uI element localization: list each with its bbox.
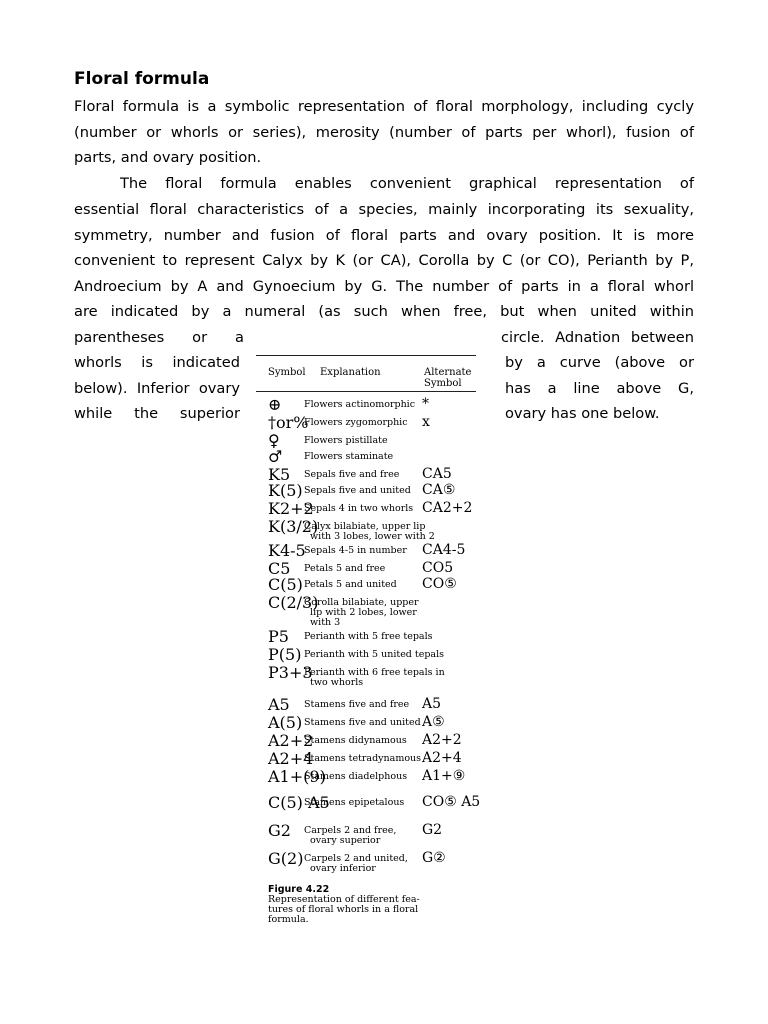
row-explanation: Calyx bilabiate, upper lip with 3 lobes, lower with 2 [304,521,435,542]
figure-row [256,543,488,561]
row-explanation: Petals 5 and free [304,563,386,574]
row-explanation: Petals 5 and united [304,579,397,590]
figure-row [256,663,488,688]
row-explanation: Flowers zygomorphic [304,417,408,428]
figure-row [256,821,488,846]
wrap-right-line: circle. Adnation between [501,329,694,346]
figure-row [256,517,488,542]
row-symbol: G2 [268,821,291,840]
wrap-left-line: parentheses or a [74,329,244,346]
figure-row [256,449,488,467]
wrap-right-line: has a line above G, [505,380,694,397]
row-explanation: Perianth with 5 free tepals [304,631,433,642]
row-symbol: A2+2 [268,731,314,750]
figure-row [256,769,488,787]
caption-label: Figure 4.22 [268,884,330,895]
row-explanation: Carpels 2 and free, ovary superior [304,825,397,846]
header-symbol: Symbol [268,367,306,378]
row-explanation: Stamens didynamous [304,735,407,746]
row-alternate-symbol: CA4-5 [422,542,466,558]
row-symbol: A5 [268,695,290,714]
paragraph-line: Floral formula is a symbolic representation of floral morphology, including cycly [74,98,694,115]
row-symbol: K2+2 [268,499,314,518]
floral-formula-figure [256,353,488,933]
row-alternate-symbol: A2+2 [422,732,462,748]
caption-text: Representation of different fea- tures of floral whorls in a floral formula. [268,894,420,925]
row-alternate-symbol: CO⑤ [422,576,457,592]
row-alternate-symbol: * [422,396,429,412]
row-symbol: C(5) A5 [268,793,330,812]
figure-rule [256,391,476,392]
figure-rule [256,355,476,356]
header-explanation: Explanation [320,367,381,378]
row-explanation: Sepals 4 in two whorls [304,503,414,514]
row-alternate-symbol: A5 [422,696,442,712]
row-explanation: Carpels 2 and united, ovary inferior [304,853,408,874]
row-explanation: Perianth with 5 united tepals [304,649,445,660]
header-alternate: Alternate Symbol [424,367,472,389]
row-alternate-symbol: A2+4 [422,750,462,766]
row-alternate-symbol: G2 [422,822,443,838]
row-symbol: ♂ [268,447,283,466]
row-explanation: Stamens epipetalous [304,797,405,808]
row-explanation: Perianth with 6 free tepals in two whorls [304,667,445,688]
row-symbol: K4-5 [268,541,306,560]
paragraph-line: symmetry, number and fusion of floral parts and ovary position. It is more [74,227,694,244]
wrap-right-line: by a curve (above or [505,354,694,371]
row-symbol: A1+(9) [268,767,326,786]
row-explanation: Sepals five and free [304,469,400,480]
row-alternate-symbol: A⑤ [422,714,445,730]
row-alternate-symbol: x [422,414,430,430]
figure-row [256,593,488,628]
wrap-left-line: while the superior [74,405,240,422]
row-explanation: Sepals five and united [304,485,411,496]
row-symbol: †or% [268,413,309,432]
wrap-left-line: below). Inferior ovary [74,380,240,397]
row-alternate-symbol: A1+⑨ [422,768,466,784]
figure-row [256,849,488,874]
row-explanation: Stamens five and united [304,717,421,728]
paragraph-line: essential floral characteristics of a species, mainly incorporating its sexuality, [74,201,694,218]
row-explanation: Flowers actinomorphic [304,399,416,410]
paragraph-line: are indicated by a numeral (as such when free, but when united within [74,303,694,320]
row-explanation: Flowers staminate [304,451,394,462]
row-explanation: Corolla bilabiate, upper lip with 2 lobes, lower with 3 [304,597,419,628]
row-explanation: Stamens tetradynamous [304,753,422,764]
paragraph-line: parts, and ovary position. [74,149,262,166]
row-symbol: K(5) [268,481,303,500]
row-alternate-symbol: CO⑤ A5 [422,794,481,810]
row-alternate-symbol: CA5 [422,466,452,482]
row-alternate-symbol: G② [422,850,446,866]
row-explanation: Stamens five and free [304,699,410,710]
row-symbol: C(2/3) [268,593,319,612]
row-symbol: P3+3 [268,663,313,682]
row-symbol: C(5) [268,575,303,594]
row-symbol: P(5) [268,645,302,664]
row-symbol: K(3/2) [268,517,319,536]
paragraph-line: convenient to represent Calyx by K (or CA), Corolla by C (or CO), Perianth by P, [74,252,694,269]
row-explanation: Flowers pistillate [304,435,388,446]
row-symbol: G(2) [268,849,304,868]
row-explanation: Stamens diadelphous [304,771,408,782]
wrap-left-line: whorls is indicated [74,354,240,371]
page-title: Floral formula [74,69,210,89]
paragraph-line: The floral formula enables convenient graphical representation of [120,175,694,192]
row-alternate-symbol: CA⑤ [422,482,456,498]
row-alternate-symbol: CO5 [422,560,454,576]
row-symbol: K5 [268,465,291,484]
row-explanation: Sepals 4-5 in number [304,545,407,556]
row-symbol: ⊕ [268,395,282,414]
row-symbol: ♀ [268,431,280,450]
paragraph-line: Androecium by A and Gynoecium by G. The number of parts in a floral whorl [74,278,694,295]
figure-row [256,415,488,433]
figure-caption [268,885,483,925]
row-symbol: A2+4 [268,749,314,768]
row-alternate-symbol: CA2+2 [422,500,473,516]
paragraph-line: (number or whorls or series), merosity (number of parts per whorl), fusion of [74,124,694,141]
row-symbol: C5 [268,559,291,578]
figure-row [256,795,488,813]
row-symbol: P5 [268,627,289,646]
row-symbol: A(5) [268,713,303,732]
wrap-right-line: ovary has one below. [505,405,660,422]
